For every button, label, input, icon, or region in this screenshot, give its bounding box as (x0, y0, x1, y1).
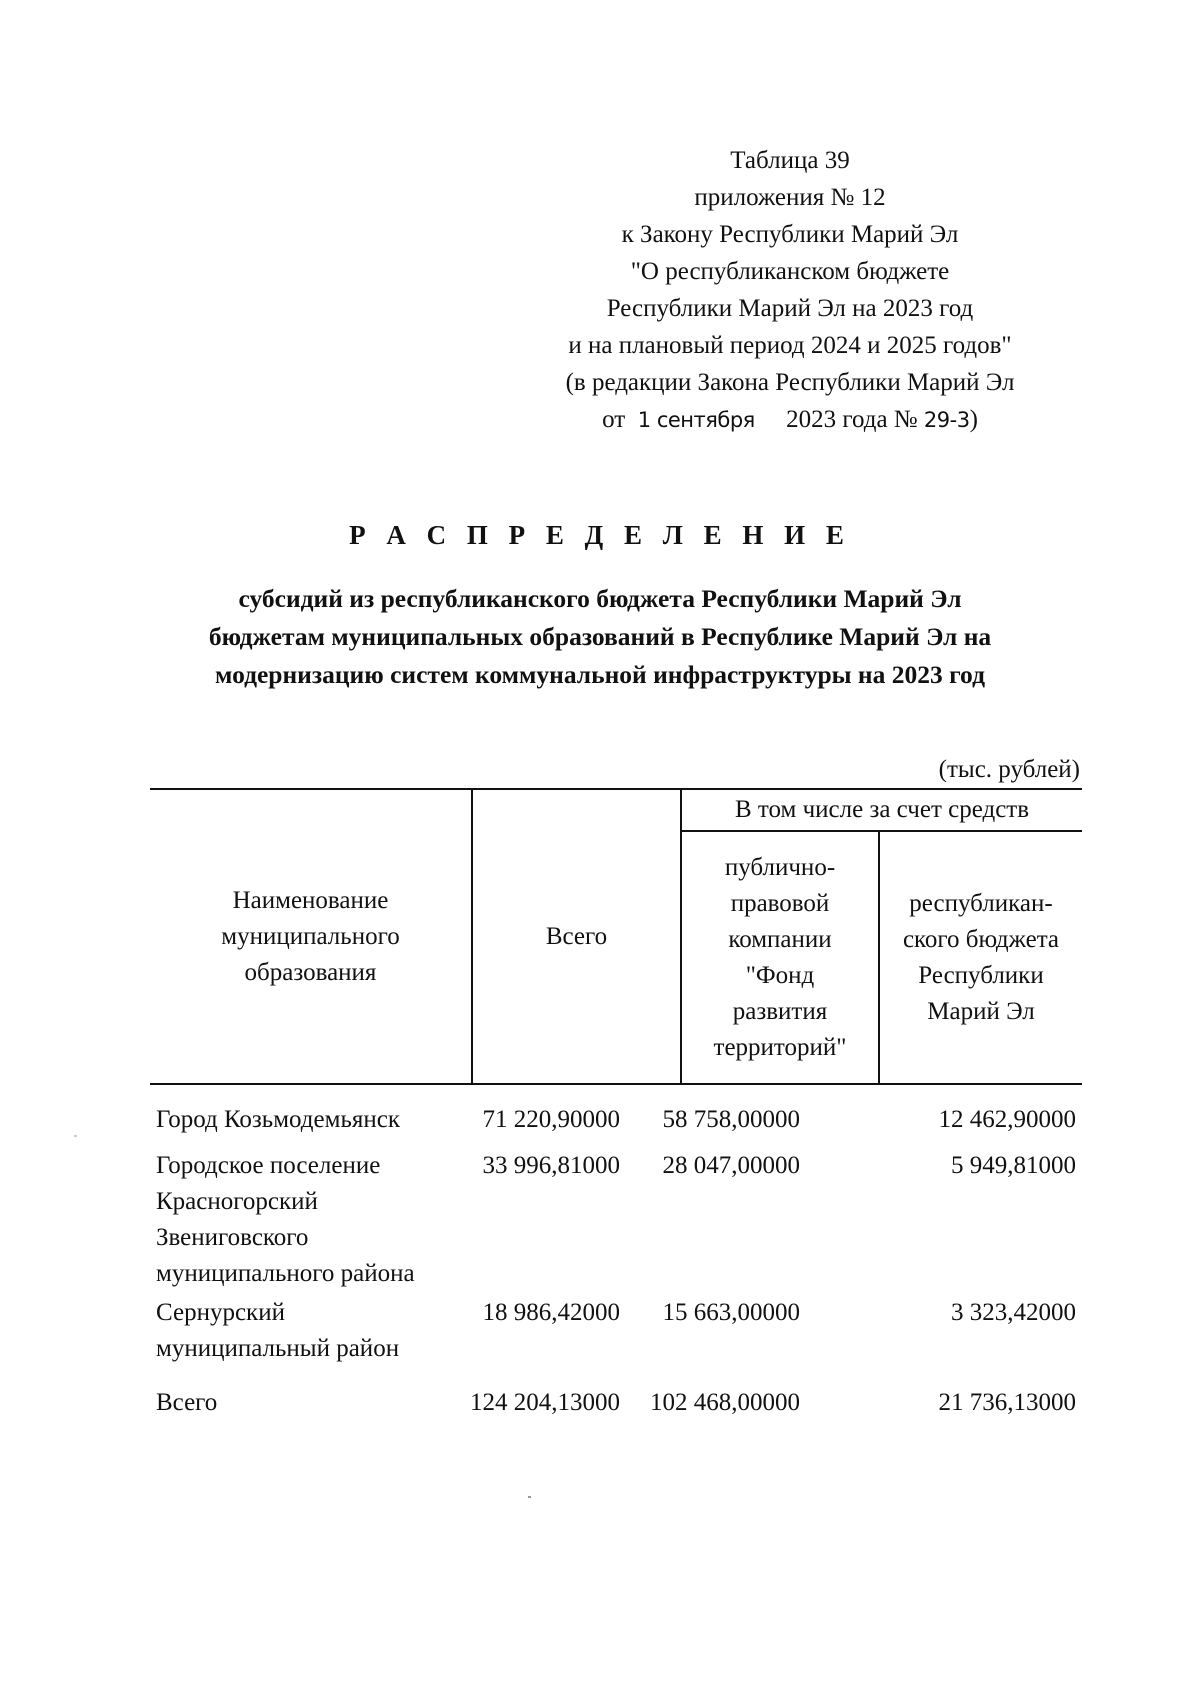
row-total: 71 220,90000 (482, 1106, 620, 1133)
header-line: Таблица 39 (730, 147, 850, 174)
table-total-row (150, 1385, 1080, 1425)
column-group-header: В том числе за счет средств (734, 796, 1030, 823)
row-republic: 5 949,81000 (951, 1152, 1076, 1179)
row-name: Городское поселение Красногорский Звениговского муниципального района (156, 1152, 415, 1287)
appendix-header (470, 142, 1110, 439)
row-name: Город Козьмодемьянск (156, 1106, 400, 1133)
table-row (150, 1102, 1080, 1142)
subtitle-line: модернизацию систем коммунальной инфраструктуры на 2023 год (215, 660, 985, 689)
table-row (150, 1295, 1080, 1371)
column-header-republic: республикан- ского бюджета Республики Марий Эл (902, 889, 1060, 1025)
scan-speck (528, 1496, 531, 1498)
header-bottom-border (150, 1083, 1082, 1085)
header-line: и на плановый период 2024 и 2025 годов" (568, 332, 1012, 359)
header-line: "О республиканском бюджете (630, 258, 950, 285)
table-row (150, 1148, 1080, 1296)
row-total: 124 204,13000 (470, 1389, 620, 1416)
column-header-name: Наименование муниципального образования (221, 886, 400, 986)
header-line: к Закону Республики Марий Эл (621, 221, 959, 248)
document-subtitle (150, 580, 1050, 694)
header-line: приложения № 12 (694, 184, 886, 211)
row-name: Всего (156, 1389, 218, 1416)
row-total: 18 986,42000 (482, 1299, 620, 1326)
row-name: Сернурский муниципальный район (156, 1299, 400, 1362)
subtitle-line: бюджетам муниципальных образований в Республике Марий Эл на (208, 622, 992, 651)
row-fund: 102 468,00000 (650, 1389, 800, 1416)
row-fund: 15 663,00000 (662, 1299, 800, 1326)
date-suffix: ) (969, 406, 978, 433)
row-republic: 3 323,42000 (951, 1299, 1076, 1326)
date-month: сентября (656, 408, 755, 432)
date-year: 2023 года № (786, 406, 918, 433)
header-line: Республики Марий Эл на 2023 год (606, 295, 974, 322)
date-prefix: от (602, 406, 626, 433)
column-header-fund: публично- правовой компании "Фонд развития территорий" (713, 853, 847, 1061)
row-fund: 28 047,00000 (662, 1152, 800, 1179)
row-republic: 21 736,13000 (938, 1389, 1076, 1416)
column-header-total: Всего (545, 922, 608, 950)
units-label: (тыс. рублей) (938, 756, 1080, 783)
scan-speck (74, 1135, 77, 1137)
amendment-date-line (470, 401, 1110, 439)
row-fund: 58 758,00000 (662, 1106, 800, 1133)
document-title: Р А С П Р Е Д Е Л Е Н И Е (349, 520, 851, 550)
row-republic: 12 462,90000 (938, 1106, 1076, 1133)
row-total: 33 996,81000 (482, 1152, 620, 1179)
date-day: 1 (637, 408, 651, 432)
subtitle-line: субсидий из республиканского бюджета Республики Марий Эл (238, 584, 962, 613)
header-line: (в редакции Закона Республики Марий Эл (565, 369, 1015, 396)
law-number: 29-3 (923, 408, 970, 432)
